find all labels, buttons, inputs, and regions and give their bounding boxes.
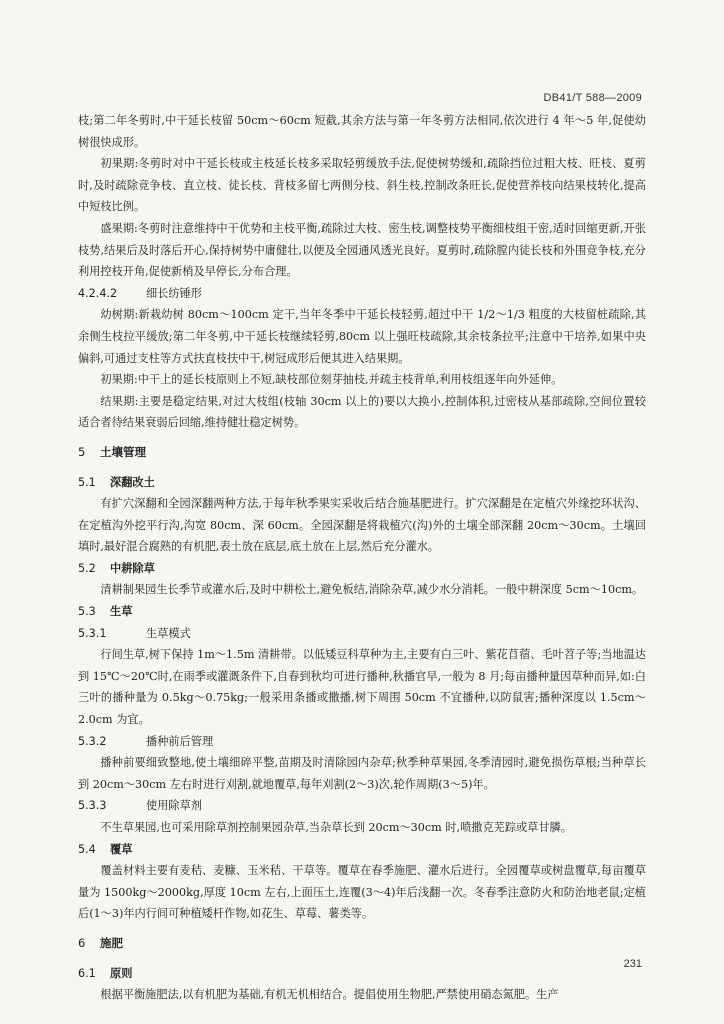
subsection-heading bbox=[78, 963, 646, 985]
subsection-heading bbox=[78, 601, 646, 623]
paragraph: 结果期:主要是稳定结果,对过大枝组(枝轴 30cm 以上的)要以大换小,控制体积,过密枝从基部疏除,空间位置较适合者待结果衰弱后回缩,维持健壮稳定树势。 bbox=[78, 394, 646, 430]
heading-number: 5.2 bbox=[78, 561, 96, 575]
heading-title: 使用除草剂 bbox=[146, 799, 202, 813]
heading-title: 覆草 bbox=[110, 842, 133, 856]
heading-title: 原则 bbox=[110, 966, 133, 980]
paragraph: 幼树期:新栽幼树 80cm～100cm 定干,当年冬季中干延长枝轻剪,超过中干 1/2～1/3 粗度的大枝留桩疏除,其余侧生枝拉平缓放;第二年冬剪,中干延长枝继续轻剪,80cm 以上强旺枝疏除,其余枝条拉平;注意中干培养,如果中央偏斜,可通过支柱等方式扶直枝扶中干,树冠成形后便其进入结果期。 bbox=[78, 308, 646, 365]
paragraph: 根据平衡施肥法,以有机肥为基础,有机无机相结合。提倡使用生物肥,严禁使用硝态氮肥。生产 bbox=[100, 988, 559, 1002]
paragraph: 不生草果园,也可采用除草剂控制果园杂草,当杂草长到 20cm～30cm 时,喷撒克芜踪或草甘膦。 bbox=[100, 821, 572, 834]
paragraph: 播种前要细致整地,使土壤细碎平整,苗期及时清除园内杂草;秋季种草果园,冬季清园时,避免损伤草根;当种草长到 20cm～30cm 左右时进行刈割,就地覆草,每年刈割(2～3)次,轮作周期(3～5)年。 bbox=[78, 756, 646, 791]
paragraph: 有扩穴深翻和全园深翻两种方法,于每年秋季果实采收后结合施基肥进行。扩穴深翻是在定植穴外缘挖环状沟、在定植沟外挖平行沟,沟宽 80cm、深 60cm。全园深翻是将栽植穴(沟)外的土壤全部深翻 20cm～30cm。土壤回填时,最好混合腐熟的有机肥,表土放在底层,底土放在上层,然后充分灌水。 bbox=[78, 497, 646, 554]
heading-title: 生草 bbox=[110, 605, 133, 619]
document-body bbox=[78, 110, 646, 1006]
subsection-heading bbox=[78, 558, 646, 580]
subsection-heading bbox=[78, 472, 646, 494]
subsubsection-heading bbox=[78, 795, 646, 817]
page-number: 231 bbox=[623, 958, 642, 970]
heading-number: 5.3.3 bbox=[78, 799, 107, 813]
heading-number: 6 bbox=[78, 935, 86, 950]
paragraph: 行间生草,树下保持 1m～1.5m 清耕带。以低矮豆科草种为主,主要有白三叶、紫花苜蓿、毛叶苕子等;当地温达到 15℃～20℃时,在雨季或灌溉条件下,自春到秋均可进行播种,秋播官早,一般为 8 月;每亩播种量因草种而异,如:白三叶的播种量为 0.5kg～0.75kg;一般采用条播或撒播,树下周围 50cm 不宜播种,以防鼠害;播种深度以 1.5cm～2.0cm 为宜。 bbox=[78, 648, 646, 727]
paragraph: 初果期:冬剪时对中干延长枝或主枝延长枝多采取轻剪缓放手法,促使树势缓和,疏除挡位过粗大枝、旺枝、夏剪时,及时疏除竞争枝、直立枝、徒长枝、背枝多留七两侧分枝、斜生枝,控制改条旺长,促使营养枝向结果枝转化,提高中短枝比例。 bbox=[78, 157, 646, 214]
heading-title: 土壤管理 bbox=[100, 444, 146, 459]
heading-title: 深翻改土 bbox=[110, 475, 155, 489]
subsubsection-heading bbox=[78, 731, 646, 753]
paragraph: 初果期:中干上的延长枝原则上不短,缺枝部位刻芽抽枝,并疏主枝背单,利用枝组逐年向外延伸。 bbox=[100, 373, 563, 387]
heading-title: 中耕除草 bbox=[110, 561, 155, 575]
heading-title: 播种前后管理 bbox=[146, 734, 214, 748]
subsubsection-heading bbox=[78, 283, 646, 305]
paragraph: 盛果期:冬剪时注意维持中干优势和主枝平衡,疏除过大枝、密生枝,调整枝势平衡细枝组干密,适时回缩更新,开张枝势,结果后及时落后开心,保持树势中庸健壮,以便及全园通风透光良好。夏剪时,疏除膛内徒长枝和外围竞争枝,充分利用控枝开角,促使新梢及早停长,分布合理。 bbox=[78, 221, 646, 279]
heading-number: 5.3 bbox=[78, 605, 96, 619]
section-heading bbox=[78, 442, 646, 464]
subsection-heading bbox=[78, 839, 646, 861]
heading-number: 5.4 bbox=[78, 842, 96, 856]
heading-number: 5 bbox=[78, 444, 86, 459]
paragraph: 枝;第二年冬剪时,中干延长枝留 50cm～60cm 短截,其余方法与第一年冬剪方法相同,依次进行 4 年～5 年,促使幼树很快成形。 bbox=[78, 114, 646, 149]
heading-number: 5.3.2 bbox=[78, 734, 107, 748]
subsubsection-heading bbox=[78, 623, 646, 645]
heading-number: 6.1 bbox=[78, 966, 96, 980]
heading-number: 5.3.1 bbox=[78, 626, 107, 640]
paragraph: 覆盖材料主要有麦秸、麦糠、玉米秸、干草等。覆草在春季施肥、灌水后进行。全园覆草或树盘覆草,每亩覆草量为 1500kg～2000kg,厚度 10cm 左右,上面压土,连覆(3～4)年后浅翻一次。冬春季注意防火和防治地老鼠;定植后(1～3)年内行间可种植矮杆作物,如花生、草莓、薯类等。 bbox=[78, 864, 646, 921]
heading-title: 生草模式 bbox=[146, 626, 191, 640]
paragraph: 清耕制果园生长季节或灌水后,及时中耕松土,避免板结,消除杂草,减少水分消耗。一般中耕深度 5cm～10cm。 bbox=[100, 583, 644, 597]
heading-title: 施肥 bbox=[100, 935, 123, 950]
heading-title: 细长纺锤形 bbox=[146, 286, 202, 300]
standard-code: DB41/T 588—2009 bbox=[543, 92, 642, 104]
heading-number: 4.2.4.2 bbox=[78, 286, 118, 300]
section-heading bbox=[78, 933, 646, 955]
heading-number: 5.1 bbox=[78, 475, 96, 489]
